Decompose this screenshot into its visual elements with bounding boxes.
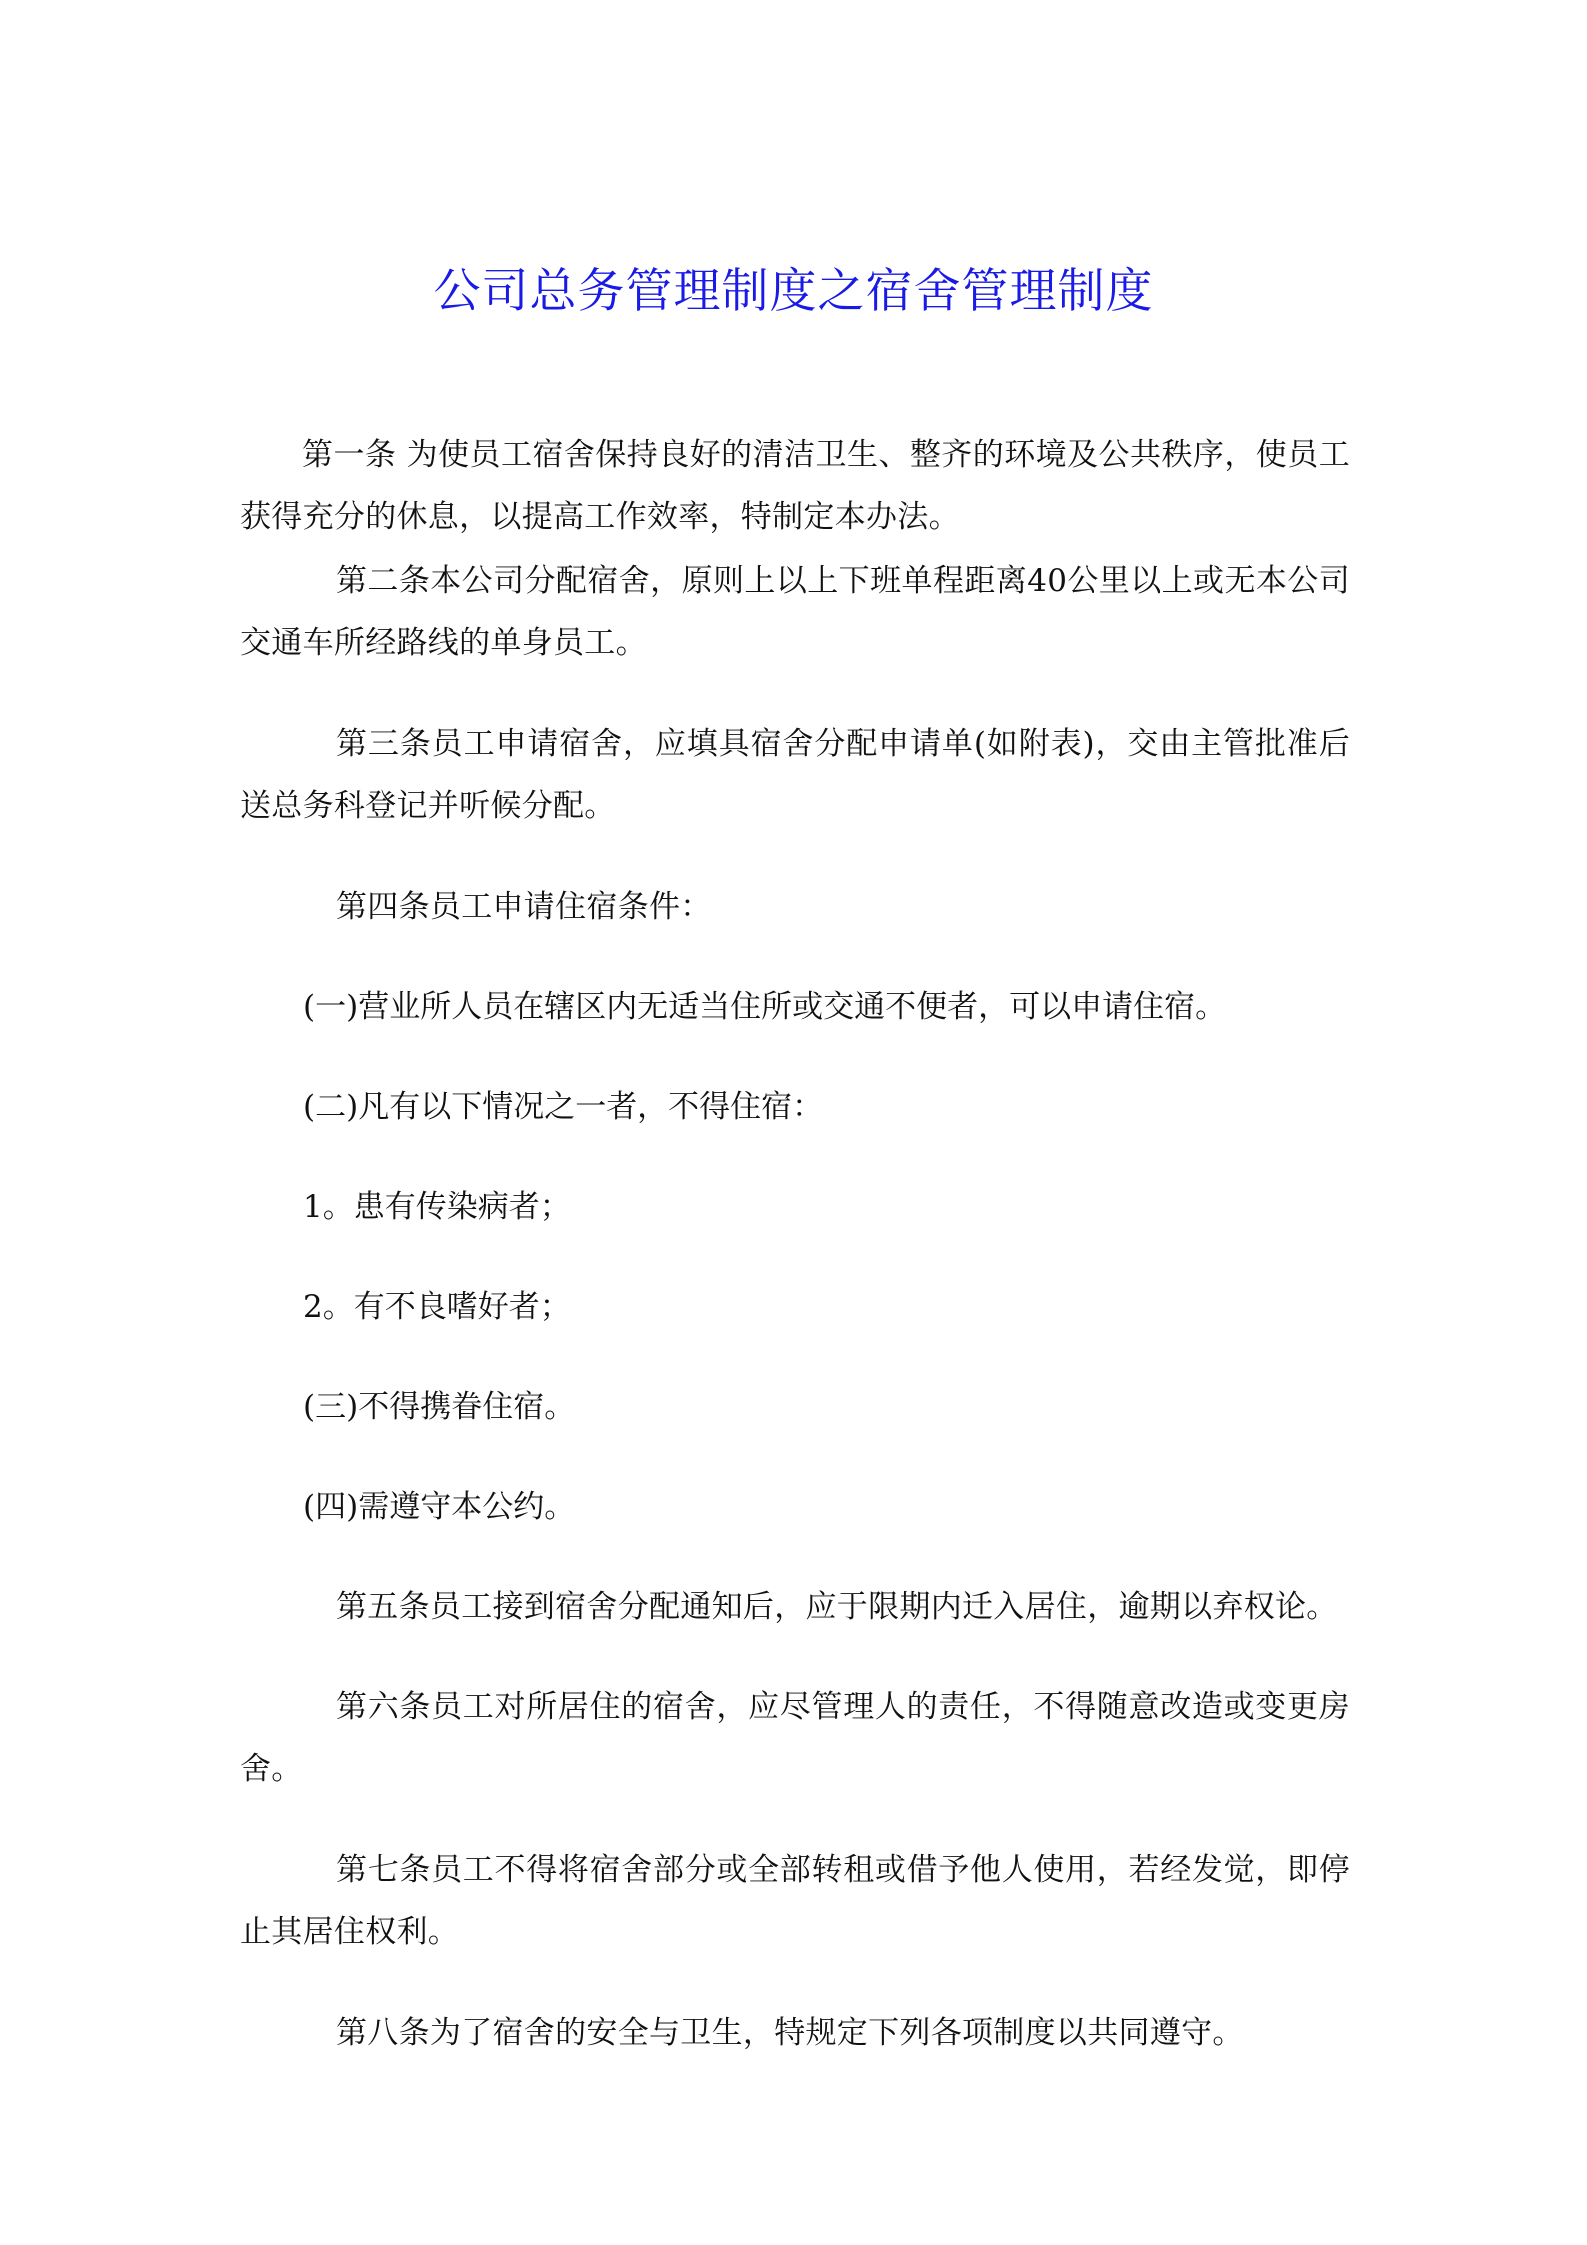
clause-2-sub-1: 1。患有传染病者； — [303, 1189, 571, 1225]
document-title: 公司总务管理制度之宿舍管理制度 — [433, 264, 1154, 319]
paragraph-article-7: 第七条员工不得将宿舍部分或全部转租或借予他人使用，若经发觉，即停止其居住权利。 — [240, 1852, 1350, 1950]
paragraph-article-2: 第二条本公司分配宿舍，原则上以上下班单程距离40公里以上或无本公司交通车所经路线的单身员工。 — [240, 563, 1350, 661]
paragraph-article-3: 第三条员工申请宿舍，应填具宿舍分配申请单(如附表)，交由主管批准后送总务科登记并听候分配。 — [240, 726, 1350, 824]
paragraph-article-6: 第六条员工对所居住的宿舍，应尽管理人的责任，不得随意改造或变更房舍。 — [240, 1689, 1350, 1787]
clause-2: (二)凡有以下情况之一者，不得住宿： — [303, 1089, 824, 1125]
clause-4: (四)需遵守本公约。 — [303, 1489, 576, 1525]
clause-2-sub-2: 2。有不良嗜好者； — [303, 1289, 571, 1325]
clause-3: (三)不得携眷住宿。 — [303, 1389, 576, 1425]
paragraph-article-8: 第八条为了宿舍的安全与卫生，特规定下列各项制度以共同遵守。 — [336, 2015, 1244, 2051]
paragraph-article-1: 第一条 为使员工宿舍保持良好的清洁卫生、整齐的环境及公共秩序，使员工获得充分的休息，以提高工作效率，特制定本办法。 — [240, 437, 1350, 535]
clause-1: (一)营业所人员在辖区内无适当住所或交通不便者，可以申请住宿。 — [303, 989, 1227, 1025]
paragraph-article-4: 第四条员工申请住宿条件： — [336, 889, 712, 925]
paragraph-article-5: 第五条员工接到宿舍分配通知后，应于限期内迁入居住，逾期以弃权论。 — [336, 1589, 1338, 1625]
